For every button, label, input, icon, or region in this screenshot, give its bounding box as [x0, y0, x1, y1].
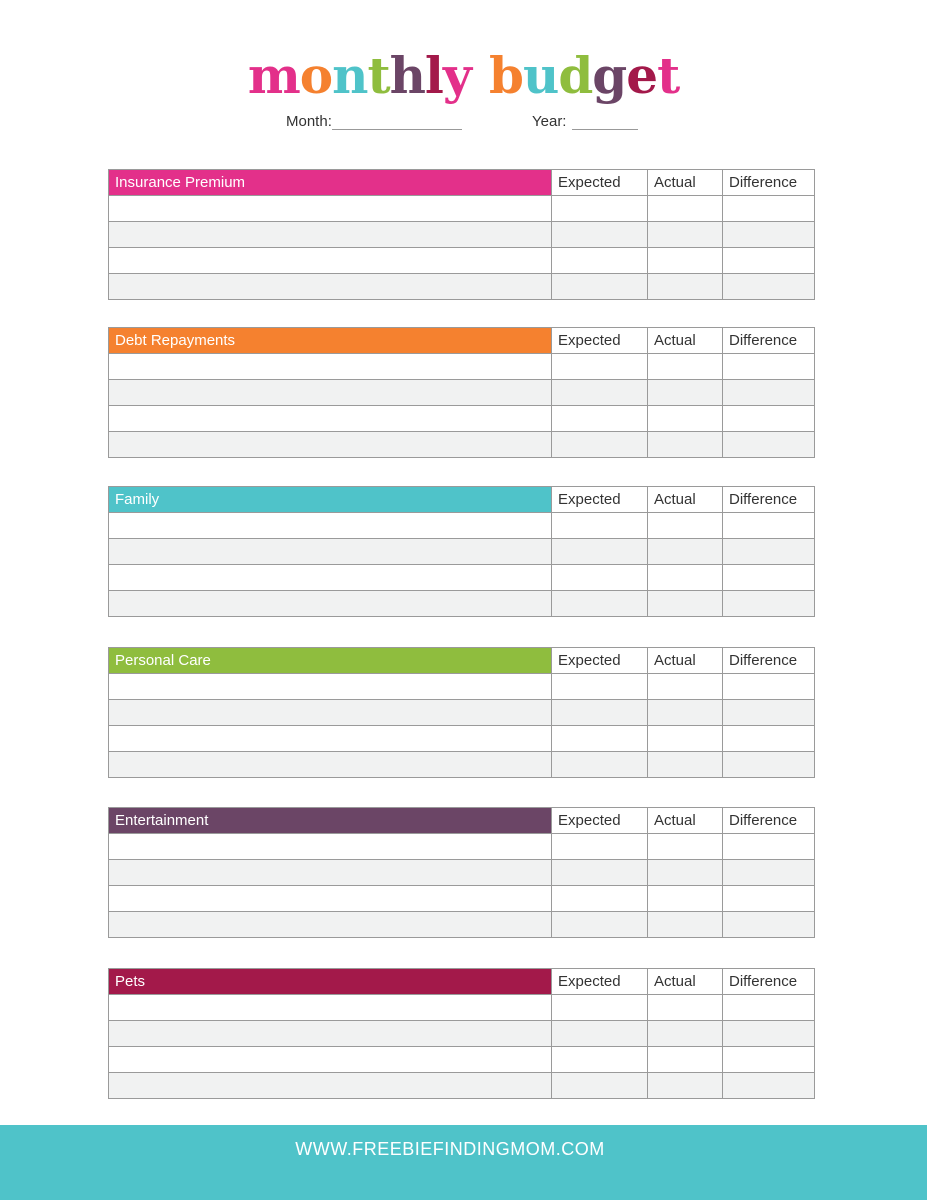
table-row [109, 995, 815, 1021]
difference-cell[interactable] [723, 196, 815, 222]
year-field[interactable] [532, 112, 638, 130]
table-row [109, 222, 815, 248]
actual-cell[interactable] [648, 539, 723, 565]
actual-cell[interactable] [648, 432, 723, 458]
table-header-row [109, 969, 815, 995]
table-header-row [109, 808, 815, 834]
expected-cell[interactable] [552, 248, 648, 274]
table-row [109, 565, 815, 591]
item-cell[interactable] [109, 406, 552, 432]
budget-table [108, 486, 814, 617]
difference-cell[interactable] [723, 886, 815, 912]
title-letter: l [424, 46, 443, 105]
category-header: Personal Care [109, 648, 552, 674]
difference-header: Difference [723, 487, 815, 513]
item-cell[interactable] [109, 886, 552, 912]
item-cell[interactable] [109, 1047, 552, 1073]
difference-cell[interactable] [723, 674, 815, 700]
actual-cell[interactable] [648, 1047, 723, 1073]
expected-cell[interactable] [552, 912, 648, 938]
actual-cell[interactable] [648, 700, 723, 726]
budget-table [108, 968, 814, 1099]
item-cell[interactable] [109, 248, 552, 274]
table-row [109, 1047, 815, 1073]
year-label: Year: [532, 113, 567, 130]
category-header: Debt Repayments [109, 328, 552, 354]
difference-cell[interactable] [723, 513, 815, 539]
table-row [109, 1073, 815, 1099]
expected-cell[interactable] [552, 591, 648, 617]
difference-cell[interactable] [723, 860, 815, 886]
actual-cell[interactable] [648, 726, 723, 752]
footer-url: WWW.FREEBIEFINDINGMOM.COM [295, 1139, 605, 1159]
budget-table [108, 169, 814, 300]
actual-header: Actual [648, 170, 723, 196]
difference-cell[interactable] [723, 248, 815, 274]
difference-cell[interactable] [723, 834, 815, 860]
expected-cell[interactable] [552, 432, 648, 458]
difference-cell[interactable] [723, 354, 815, 380]
budget-table-grid [108, 807, 815, 938]
expected-cell[interactable] [552, 1073, 648, 1099]
item-cell[interactable] [109, 995, 552, 1021]
difference-cell[interactable] [723, 222, 815, 248]
expected-header: Expected [552, 808, 648, 834]
difference-header: Difference [723, 808, 815, 834]
expected-cell[interactable] [552, 274, 648, 300]
expected-cell[interactable] [552, 354, 648, 380]
expected-cell[interactable] [552, 513, 648, 539]
category-header: Pets [109, 969, 552, 995]
expected-cell[interactable] [552, 995, 648, 1021]
difference-cell[interactable] [723, 752, 815, 778]
title-letter: t [657, 46, 680, 105]
expected-cell[interactable] [552, 222, 648, 248]
budget-table-grid [108, 647, 815, 778]
table-header-row [109, 648, 815, 674]
title-letter: e [626, 46, 658, 105]
title-letter: d [558, 46, 593, 105]
table-header-row [109, 328, 815, 354]
expected-cell[interactable] [552, 539, 648, 565]
item-cell[interactable] [109, 354, 552, 380]
expected-cell[interactable] [552, 752, 648, 778]
difference-cell[interactable] [723, 591, 815, 617]
difference-cell[interactable] [723, 380, 815, 406]
difference-cell[interactable] [723, 432, 815, 458]
item-cell[interactable] [109, 752, 552, 778]
table-row [109, 380, 815, 406]
title-letter: u [522, 46, 559, 105]
budget-table [108, 647, 814, 778]
table-row [109, 513, 815, 539]
expected-cell[interactable] [552, 726, 648, 752]
difference-header: Difference [723, 328, 815, 354]
page-title [0, 44, 927, 108]
expected-header: Expected [552, 170, 648, 196]
item-cell[interactable] [109, 565, 552, 591]
table-row [109, 591, 815, 617]
difference-cell[interactable] [723, 1073, 815, 1099]
category-header: Family [109, 487, 552, 513]
expected-cell[interactable] [552, 380, 648, 406]
item-cell[interactable] [109, 674, 552, 700]
item-cell[interactable] [109, 912, 552, 938]
item-cell[interactable] [109, 700, 552, 726]
difference-cell[interactable] [723, 912, 815, 938]
budget-table-grid [108, 486, 815, 617]
actual-cell[interactable] [648, 674, 723, 700]
expected-cell[interactable] [552, 834, 648, 860]
difference-header: Difference [723, 648, 815, 674]
category-header: Insurance Premium [109, 170, 552, 196]
table-row [109, 432, 815, 458]
actual-cell[interactable] [648, 591, 723, 617]
difference-cell[interactable] [723, 274, 815, 300]
actual-cell[interactable] [648, 886, 723, 912]
actual-header: Actual [648, 969, 723, 995]
actual-cell[interactable] [648, 834, 723, 860]
item-cell[interactable] [109, 591, 552, 617]
item-cell[interactable] [109, 1073, 552, 1099]
month-input-line[interactable] [332, 112, 462, 130]
table-row [109, 539, 815, 565]
actual-cell[interactable] [648, 196, 723, 222]
expected-header: Expected [552, 328, 648, 354]
table-row [109, 912, 815, 938]
table-row [109, 674, 815, 700]
title-letter: y [442, 46, 471, 105]
item-cell[interactable] [109, 726, 552, 752]
difference-header: Difference [723, 969, 815, 995]
table-row [109, 248, 815, 274]
actual-header: Actual [648, 808, 723, 834]
item-cell[interactable] [109, 1021, 552, 1047]
expected-cell[interactable] [552, 196, 648, 222]
item-cell[interactable] [109, 380, 552, 406]
difference-cell[interactable] [723, 406, 815, 432]
actual-header: Actual [648, 487, 723, 513]
title-word-monthly [248, 46, 471, 105]
actual-cell[interactable] [648, 380, 723, 406]
actual-header: Actual [648, 648, 723, 674]
title-letter: g [592, 46, 627, 105]
budget-table [108, 807, 814, 938]
expected-cell[interactable] [552, 700, 648, 726]
month-field[interactable] [286, 112, 462, 130]
year-input-line[interactable] [572, 112, 638, 130]
expected-header: Expected [552, 969, 648, 995]
table-row [109, 274, 815, 300]
actual-cell[interactable] [648, 406, 723, 432]
difference-header: Difference [723, 170, 815, 196]
expected-cell[interactable] [552, 674, 648, 700]
actual-cell[interactable] [648, 513, 723, 539]
table-row [109, 354, 815, 380]
table-row [109, 886, 815, 912]
item-cell[interactable] [109, 513, 552, 539]
footer-banner [0, 1125, 927, 1200]
actual-cell[interactable] [648, 565, 723, 591]
table-row [109, 834, 815, 860]
difference-cell[interactable] [723, 565, 815, 591]
expected-cell[interactable] [552, 1047, 648, 1073]
table-row [109, 752, 815, 778]
table-row [109, 406, 815, 432]
actual-cell[interactable] [648, 912, 723, 938]
expected-cell[interactable] [552, 860, 648, 886]
item-cell[interactable] [109, 432, 552, 458]
difference-cell[interactable] [723, 1021, 815, 1047]
category-header: Entertainment [109, 808, 552, 834]
budget-table-grid [108, 169, 815, 300]
actual-cell[interactable] [648, 354, 723, 380]
expected-cell[interactable] [552, 565, 648, 591]
table-row [109, 196, 815, 222]
title-letter: t [367, 46, 390, 105]
difference-cell[interactable] [723, 1047, 815, 1073]
title-letter: b [488, 46, 523, 105]
item-cell[interactable] [109, 834, 552, 860]
actual-cell[interactable] [648, 222, 723, 248]
expected-cell[interactable] [552, 1021, 648, 1047]
item-cell[interactable] [109, 222, 552, 248]
budget-table [108, 327, 814, 458]
actual-cell[interactable] [648, 752, 723, 778]
item-cell[interactable] [109, 539, 552, 565]
expected-header: Expected [552, 648, 648, 674]
item-cell[interactable] [109, 196, 552, 222]
title-letter: m [247, 46, 300, 105]
table-row [109, 1021, 815, 1047]
actual-cell[interactable] [648, 1073, 723, 1099]
item-cell[interactable] [109, 860, 552, 886]
actual-cell[interactable] [648, 248, 723, 274]
title-letter: n [332, 46, 368, 105]
difference-cell[interactable] [723, 995, 815, 1021]
actual-cell[interactable] [648, 860, 723, 886]
difference-cell[interactable] [723, 700, 815, 726]
expected-header: Expected [552, 487, 648, 513]
title-letter: o [299, 46, 333, 105]
table-row [109, 700, 815, 726]
title-letter: h [389, 46, 425, 105]
actual-cell[interactable] [648, 995, 723, 1021]
item-cell[interactable] [109, 274, 552, 300]
difference-cell[interactable] [723, 539, 815, 565]
title-word-budget [489, 46, 679, 105]
table-header-row [109, 170, 815, 196]
budget-table-grid [108, 327, 815, 458]
expected-cell[interactable] [552, 886, 648, 912]
actual-cell[interactable] [648, 1021, 723, 1047]
difference-cell[interactable] [723, 726, 815, 752]
actual-header: Actual [648, 328, 723, 354]
table-row [109, 726, 815, 752]
month-label: Month: [286, 113, 332, 130]
table-header-row [109, 487, 815, 513]
expected-cell[interactable] [552, 406, 648, 432]
table-row [109, 860, 815, 886]
budget-table-grid [108, 968, 815, 1099]
actual-cell[interactable] [648, 274, 723, 300]
